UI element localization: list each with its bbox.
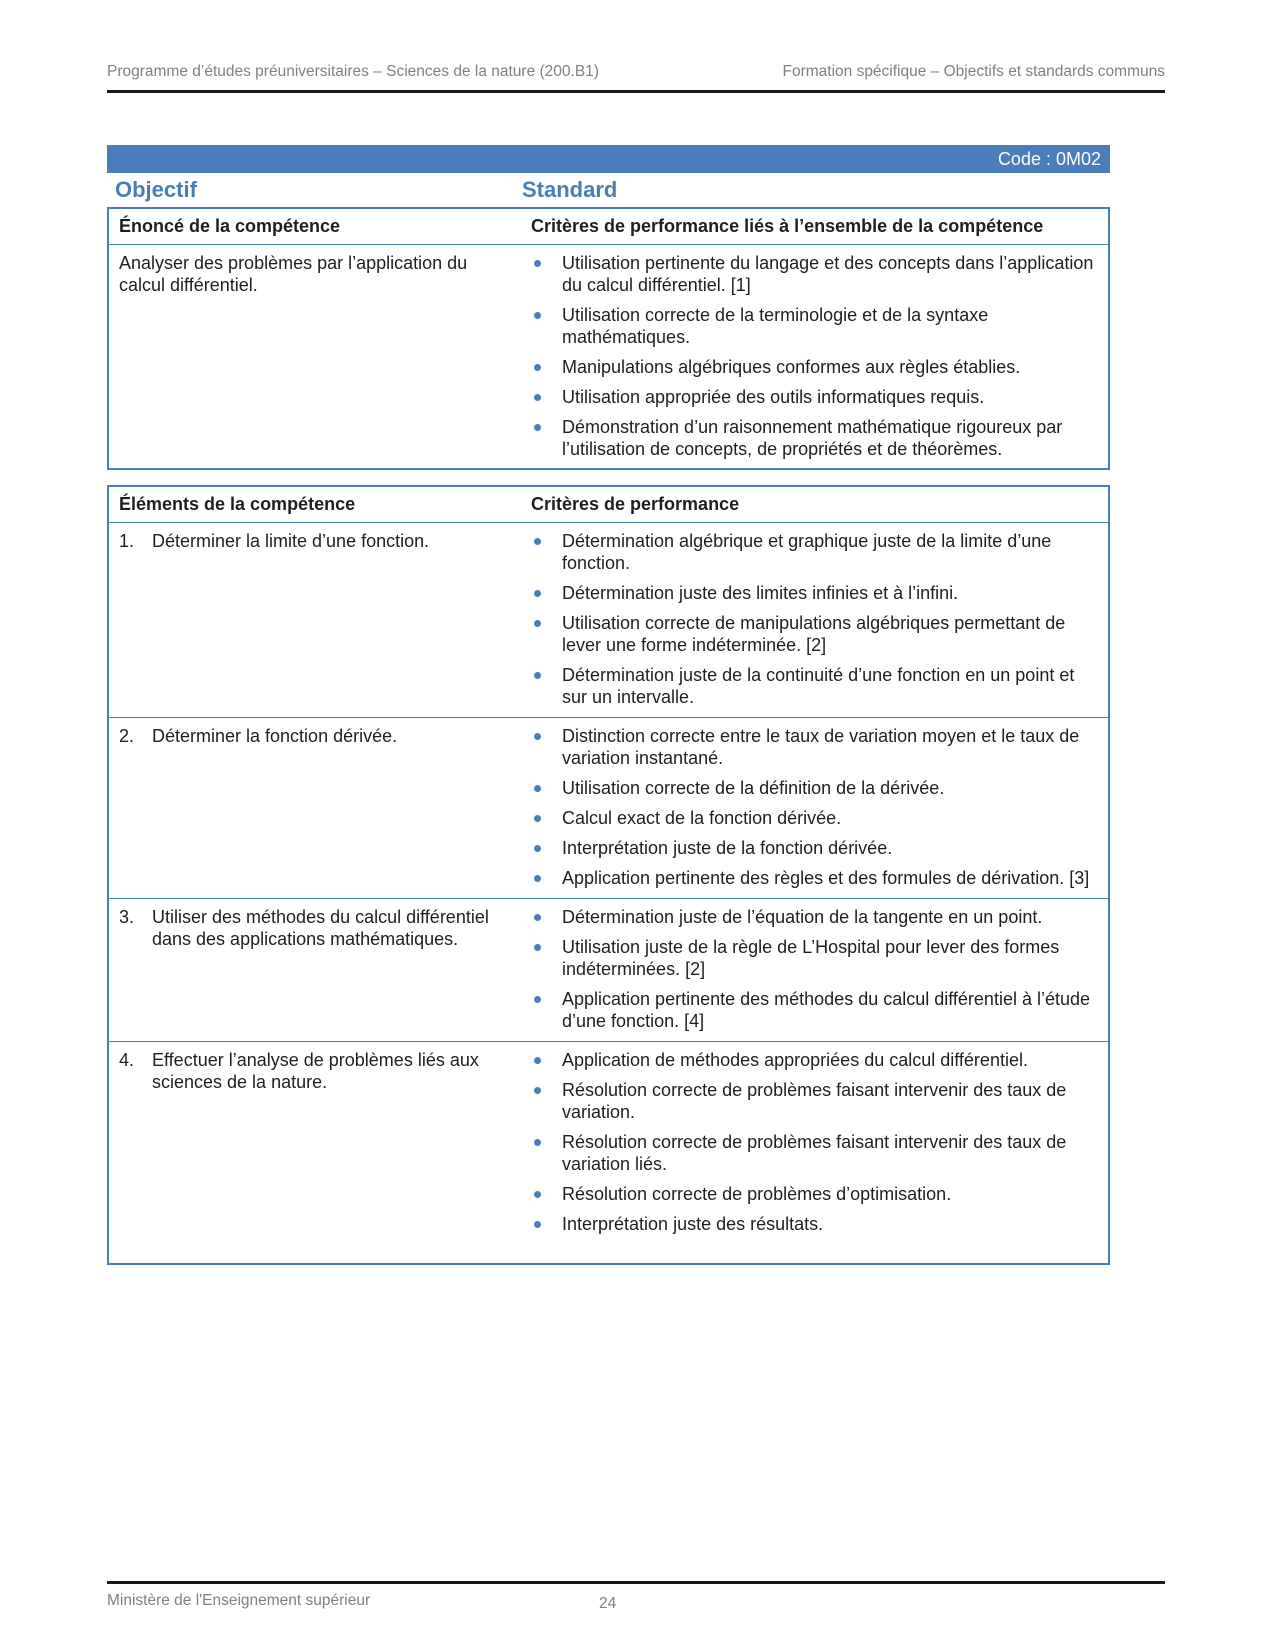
criteria-bullet-item xyxy=(521,1213,1098,1235)
table1-header-row xyxy=(109,209,1108,245)
bullet-icon xyxy=(521,582,562,604)
row-number: 4. xyxy=(119,1050,135,1070)
row-criteria-cell xyxy=(521,1049,1108,1235)
criteria-bullet-item xyxy=(521,837,1098,859)
row-left-text: Utiliser des méthodes du calcul différentiel dans des applications mathématiques. xyxy=(152,907,489,949)
code-label: Code : 0M02 xyxy=(997,148,1101,169)
page-number: 24 xyxy=(599,1595,617,1612)
row-number: 2. xyxy=(119,726,135,746)
bullet-icon xyxy=(521,807,562,829)
row-left-cell xyxy=(109,906,521,1032)
row-criteria-cell xyxy=(521,725,1108,889)
row-criteria-cell xyxy=(521,252,1108,460)
table2-body xyxy=(109,523,1108,1244)
bullet-icon xyxy=(521,777,562,799)
criteria-bullet-item xyxy=(521,936,1098,980)
criteria-bullet-item xyxy=(521,582,1098,604)
bullet-icon xyxy=(521,906,562,928)
page-footer xyxy=(107,1581,1165,1610)
bullet-icon xyxy=(521,416,562,460)
criteria-bullet-item xyxy=(521,1131,1098,1175)
bullet-text: Utilisation pertinente du langage et des concepts dans l’application du calcul différentiel. [1] xyxy=(562,253,1094,295)
bullet-icon xyxy=(521,1049,562,1071)
enonce-competence-table xyxy=(107,207,1110,470)
criteria-bullet-item xyxy=(521,1049,1098,1071)
criteria-bullet-item xyxy=(521,530,1098,574)
footer-left: Ministère de l'Enseignement supérieur xyxy=(107,1592,371,1609)
bullet-icon xyxy=(521,1183,562,1205)
bullet-text: Détermination juste des limites infinies et à l’infini. xyxy=(562,583,959,603)
standard-title: Standard xyxy=(522,177,618,202)
bullet-icon xyxy=(521,356,562,378)
row-criteria-cell xyxy=(521,530,1108,708)
bullet-text: Utilisation correcte de la terminologie et de la syntaxe mathématiques. xyxy=(562,305,989,347)
criteria-bullet-item xyxy=(521,252,1098,296)
bullet-icon xyxy=(521,1213,562,1235)
criteria-bullet-item xyxy=(521,356,1098,378)
bullet-text: Calcul exact de la fonction dérivée. xyxy=(562,808,842,828)
criteria-bullet-item xyxy=(521,386,1098,408)
bullet-text: Détermination juste de la continuité d’une fonction en un point et sur un intervalle. xyxy=(562,665,1075,707)
criteria-bullet-item xyxy=(521,304,1098,348)
table2-left-header: Éléments de la compétence xyxy=(119,494,356,514)
bullet-text: Utilisation correcte de la définition de la dérivée. xyxy=(562,778,945,798)
bullet-text: Résolution correcte de problèmes faisant intervenir des taux de variation. xyxy=(562,1080,1067,1122)
bullet-text: Manipulations algébriques conformes aux règles établies. xyxy=(562,357,1021,377)
criteria-bullet-item xyxy=(521,906,1098,928)
bullet-icon xyxy=(521,988,562,1032)
bullet-text: Application pertinente des règles et des formules de dérivation. [3] xyxy=(562,868,1090,888)
bullet-icon xyxy=(521,837,562,859)
bullet-text: Interprétation juste des résultats. xyxy=(562,1214,824,1234)
bullet-icon xyxy=(521,612,562,656)
table-row xyxy=(109,523,1108,717)
bullet-text: Utilisation juste de la règle de L’Hospital pour lever des formes indéterminées. [2] xyxy=(562,937,1060,979)
criteria-bullet-item xyxy=(521,725,1098,769)
bullet-text: Résolution correcte de problèmes faisant intervenir des taux de variation liés. xyxy=(562,1132,1067,1174)
objectif-title: Objectif xyxy=(115,177,197,202)
table2-right-header: Critères de performance xyxy=(531,494,740,514)
bullet-text: Résolution correcte de problèmes d’optimisation. xyxy=(562,1184,952,1204)
table1-left-header: Énoncé de la compétence xyxy=(119,216,341,236)
bullet-icon xyxy=(521,530,562,574)
table-row xyxy=(109,898,1108,1041)
elements-competence-table xyxy=(107,485,1110,1265)
row-left-cell xyxy=(109,1049,521,1235)
bullet-icon xyxy=(521,664,562,708)
criteria-bullet-item xyxy=(521,612,1098,656)
table-row xyxy=(109,1041,1108,1244)
criteria-bullet-item xyxy=(521,664,1098,708)
row-number: 1. xyxy=(119,531,135,551)
row-left-text: Effectuer l’analyse de problèmes liés aux sciences de la nature. xyxy=(152,1050,479,1092)
table-row xyxy=(109,245,1108,469)
running-header-left: Programme d’études préuniversitaires – Sciences de la nature (200.B1) xyxy=(107,63,599,80)
row-left-cell xyxy=(109,725,521,889)
bullet-text: Interprétation juste de la fonction dérivée. xyxy=(562,838,893,858)
table1-body xyxy=(109,245,1108,469)
criteria-bullet-item xyxy=(521,807,1098,829)
bullet-icon xyxy=(521,304,562,348)
criteria-bullet-item xyxy=(521,416,1098,460)
bullet-icon xyxy=(521,1079,562,1123)
table2-header-row xyxy=(109,487,1108,523)
bullet-icon xyxy=(521,867,562,889)
bullet-text: Utilisation correcte de manipulations algébriques permettant de lever une forme indéterminée. [2] xyxy=(562,613,1066,655)
bullet-text: Utilisation appropriée des outils informatiques requis. xyxy=(562,387,985,407)
bullet-icon xyxy=(521,252,562,296)
bullet-text: Application pertinente des méthodes du calcul différentiel à l’étude d’une fonction. [4] xyxy=(562,989,1091,1031)
table1-right-header: Critères de performance liés à l’ensemble de la compétence xyxy=(531,216,1044,236)
criteria-bullet-item xyxy=(521,1079,1098,1123)
column-titles xyxy=(107,177,1110,203)
bullet-text: Démonstration d’un raisonnement mathématique rigoureux par l’utilisation de concepts, de propriétés et de théorèmes. xyxy=(562,417,1063,459)
row-criteria-cell xyxy=(521,906,1108,1032)
criteria-bullet-item xyxy=(521,867,1098,889)
running-header-right: Formation spécifique – Objectifs et standards communs xyxy=(782,63,1165,80)
row-left-text: Déterminer la limite d’une fonction. xyxy=(152,531,430,551)
bullet-icon xyxy=(521,386,562,408)
bullet-text: Application de méthodes appropriées du calcul différentiel. xyxy=(562,1050,1028,1070)
code-bar xyxy=(107,145,1110,173)
bullet-icon xyxy=(521,1131,562,1175)
bullet-text: Distinction correcte entre le taux de variation moyen et le taux de variation instantané. xyxy=(562,726,1080,768)
table-row xyxy=(109,717,1108,898)
row-left-text: Analyser des problèmes par l’application du calcul différentiel. xyxy=(119,253,468,295)
criteria-bullet-item xyxy=(521,1183,1098,1205)
bullet-icon xyxy=(521,725,562,769)
row-left-cell xyxy=(109,530,521,708)
row-left-text: Déterminer la fonction dérivée. xyxy=(152,726,398,746)
row-left-cell xyxy=(109,252,521,460)
bullet-text: Détermination algébrique et graphique juste de la limite d’une fonction. xyxy=(562,531,1052,573)
criteria-bullet-item xyxy=(521,988,1098,1032)
bullet-text: Détermination juste de l’équation de la tangente en un point. xyxy=(562,907,1043,927)
bullet-icon xyxy=(521,936,562,980)
row-number: 3. xyxy=(119,907,135,927)
running-header xyxy=(107,63,1165,93)
criteria-bullet-item xyxy=(521,777,1098,799)
